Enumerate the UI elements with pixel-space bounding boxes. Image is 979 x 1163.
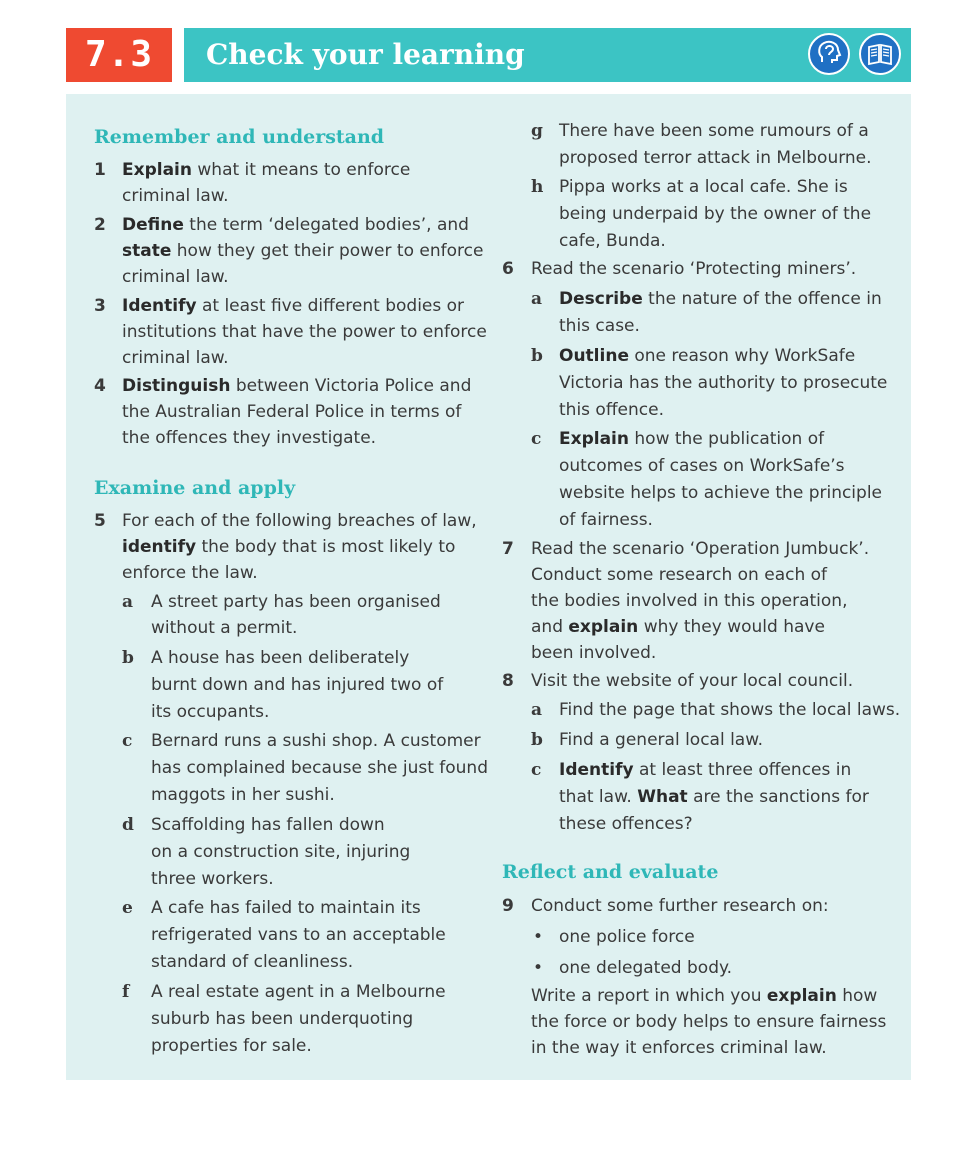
heading-reflect: Reflect and evaluate	[502, 861, 719, 883]
q8-number: 8	[502, 671, 514, 691]
q7-number: 7	[502, 539, 514, 559]
q5e-letter: e	[122, 898, 133, 918]
q5c-line-3: maggots in her sushi.	[151, 785, 335, 805]
q5h-line-3: cafe, Bunda.	[559, 231, 666, 251]
q5b-letter: b	[122, 648, 134, 668]
q2-number: 2	[94, 215, 106, 235]
q3-line-1: Identify at least five different bodies or	[122, 296, 465, 316]
q8b-letter: b	[531, 730, 543, 750]
q5d-letter: d	[122, 815, 134, 835]
q6c-line-4: of fairness.	[559, 510, 653, 530]
q5h-line-1: Pippa works at a local cafe. She is	[559, 177, 848, 197]
q7-line-2: Conduct some research on each of	[531, 565, 828, 585]
q4-line-3: the offences they investigate.	[122, 428, 377, 448]
page-title: Check your learning	[206, 38, 525, 71]
q5b-line-2: burnt down and has injured two of	[151, 675, 444, 695]
q9-line-4: in the way it enforces criminal law.	[531, 1038, 827, 1058]
q2-line-2: state how they get their power to enforce	[122, 241, 484, 261]
q7-line-5: been involved.	[531, 643, 657, 663]
book-icon[interactable]	[859, 33, 901, 75]
q6-number: 6	[502, 259, 514, 279]
q9-line-3: the force or body helps to ensure fairness	[531, 1012, 887, 1032]
bullet-1-marker: •	[533, 927, 544, 947]
q8c-line-1: Identify at least three offences in	[559, 760, 852, 780]
q2-line-1: Define the term ‘delegated bodies’, and	[122, 215, 469, 235]
title-bar	[184, 28, 911, 82]
q8-line-1: Visit the website of your local council.	[531, 671, 854, 691]
q4-line-1: Distinguish between Victoria Police and	[122, 376, 472, 396]
q5b-line-3: its occupants.	[151, 702, 270, 722]
q3-number: 3	[94, 296, 106, 316]
q8b-line-1: Find a general local law.	[559, 730, 763, 750]
q5e-line-1: A cafe has failed to maintain its	[151, 898, 421, 918]
head-question-icon[interactable]	[808, 33, 850, 75]
q5a-line-2: without a permit.	[151, 618, 298, 638]
q8a-line-1: Find the page that shows the local laws.	[559, 700, 901, 720]
q5h-letter: h	[531, 177, 544, 197]
q4-number: 4	[94, 376, 106, 396]
q7-line-1: Read the scenario ‘Operation Jumbuck’.	[531, 539, 870, 559]
q7-line-3: the bodies involved in this operation,	[531, 591, 848, 611]
q1-line-2: criminal law.	[122, 186, 229, 206]
q6a-letter: a	[531, 289, 543, 309]
q5g-letter: g	[531, 121, 543, 141]
q5c-letter: c	[122, 731, 133, 751]
q3-line-2: institutions that have the power to enforce	[122, 322, 487, 342]
q5-line-1: For each of the following breaches of law,	[122, 511, 477, 531]
q5f-line-1: A real estate agent in a Melbourne	[151, 982, 446, 1002]
q9-bullet-1: one police force	[559, 927, 695, 947]
q6b-letter: b	[531, 346, 543, 366]
q9-number: 9	[502, 896, 514, 916]
q2-line-3: criminal law.	[122, 267, 229, 287]
q1-line-1: Explain what it means to enforce	[122, 160, 411, 180]
q6c-line-3: website helps to achieve the principle	[559, 483, 883, 503]
q5f-letter: f	[122, 982, 130, 1002]
q5e-line-3: standard of cleanliness.	[151, 952, 354, 972]
q9-line-1: Conduct some further research on:	[531, 896, 829, 916]
q6a-line-2: this case.	[559, 316, 640, 336]
q3-line-3: criminal law.	[122, 348, 229, 368]
q8c-line-2: that law. What are the sanctions for	[559, 787, 869, 807]
bullet-2-marker: •	[533, 958, 544, 978]
q5-line-2: identify the body that is most likely to	[122, 537, 456, 557]
q6c-line-2: outcomes of cases on WorkSafe’s	[559, 456, 845, 476]
section-number: 7.3	[66, 28, 172, 82]
q6a-line-1: Describe the nature of the offence in	[559, 289, 882, 309]
q6-line-1: Read the scenario ‘Protecting miners’.	[531, 259, 857, 279]
q5f-line-3: properties for sale.	[151, 1036, 312, 1056]
q5-line-3: enforce the law.	[122, 563, 258, 583]
q5h-line-2: being underpaid by the owner of the	[559, 204, 872, 224]
q5g-line-2: proposed terror attack in Melbourne.	[559, 148, 872, 168]
q8c-letter: c	[531, 760, 542, 780]
q5c-line-2: has complained because she just found	[151, 758, 488, 778]
q5d-line-1: Scaffolding has fallen down	[151, 815, 385, 835]
heading-examine: Examine and apply	[94, 477, 296, 499]
q6c-letter: c	[531, 429, 542, 449]
q6b-line-2: Victoria has the authority to prosecute	[559, 373, 888, 393]
q5-number: 5	[94, 511, 106, 531]
section-header	[66, 28, 911, 82]
q5g-line-1: There have been some rumours of a	[559, 121, 869, 141]
q5a-letter: a	[122, 592, 134, 612]
q9-bullet-2: one delegated body.	[559, 958, 733, 978]
q9-line-2: Write a report in which you explain how	[531, 986, 878, 1006]
q5c-line-1: Bernard runs a sushi shop. A customer	[151, 731, 481, 751]
q5f-line-2: suburb has been underquoting	[151, 1009, 414, 1029]
q4-line-2: the Australian Federal Police in terms of	[122, 402, 462, 422]
q5d-line-2: on a construction site, injuring	[151, 842, 411, 862]
q5a-line-1: A street party has been organised	[151, 592, 441, 612]
q8a-letter: a	[531, 700, 543, 720]
q5d-line-3: three workers.	[151, 869, 274, 889]
q6b-line-3: this offence.	[559, 400, 664, 420]
q5e-line-2: refrigerated vans to an acceptable	[151, 925, 446, 945]
q5b-line-1: A house has been deliberately	[151, 648, 410, 668]
q6b-line-1: Outline one reason why WorkSafe	[559, 346, 856, 366]
heading-remember: Remember and understand	[94, 126, 385, 148]
q7-line-4: and explain why they would have	[531, 617, 825, 637]
q8c-line-3: these offences?	[559, 814, 693, 834]
q6c-line-1: Explain how the publication of	[559, 429, 825, 449]
q1-number: 1	[94, 160, 106, 180]
